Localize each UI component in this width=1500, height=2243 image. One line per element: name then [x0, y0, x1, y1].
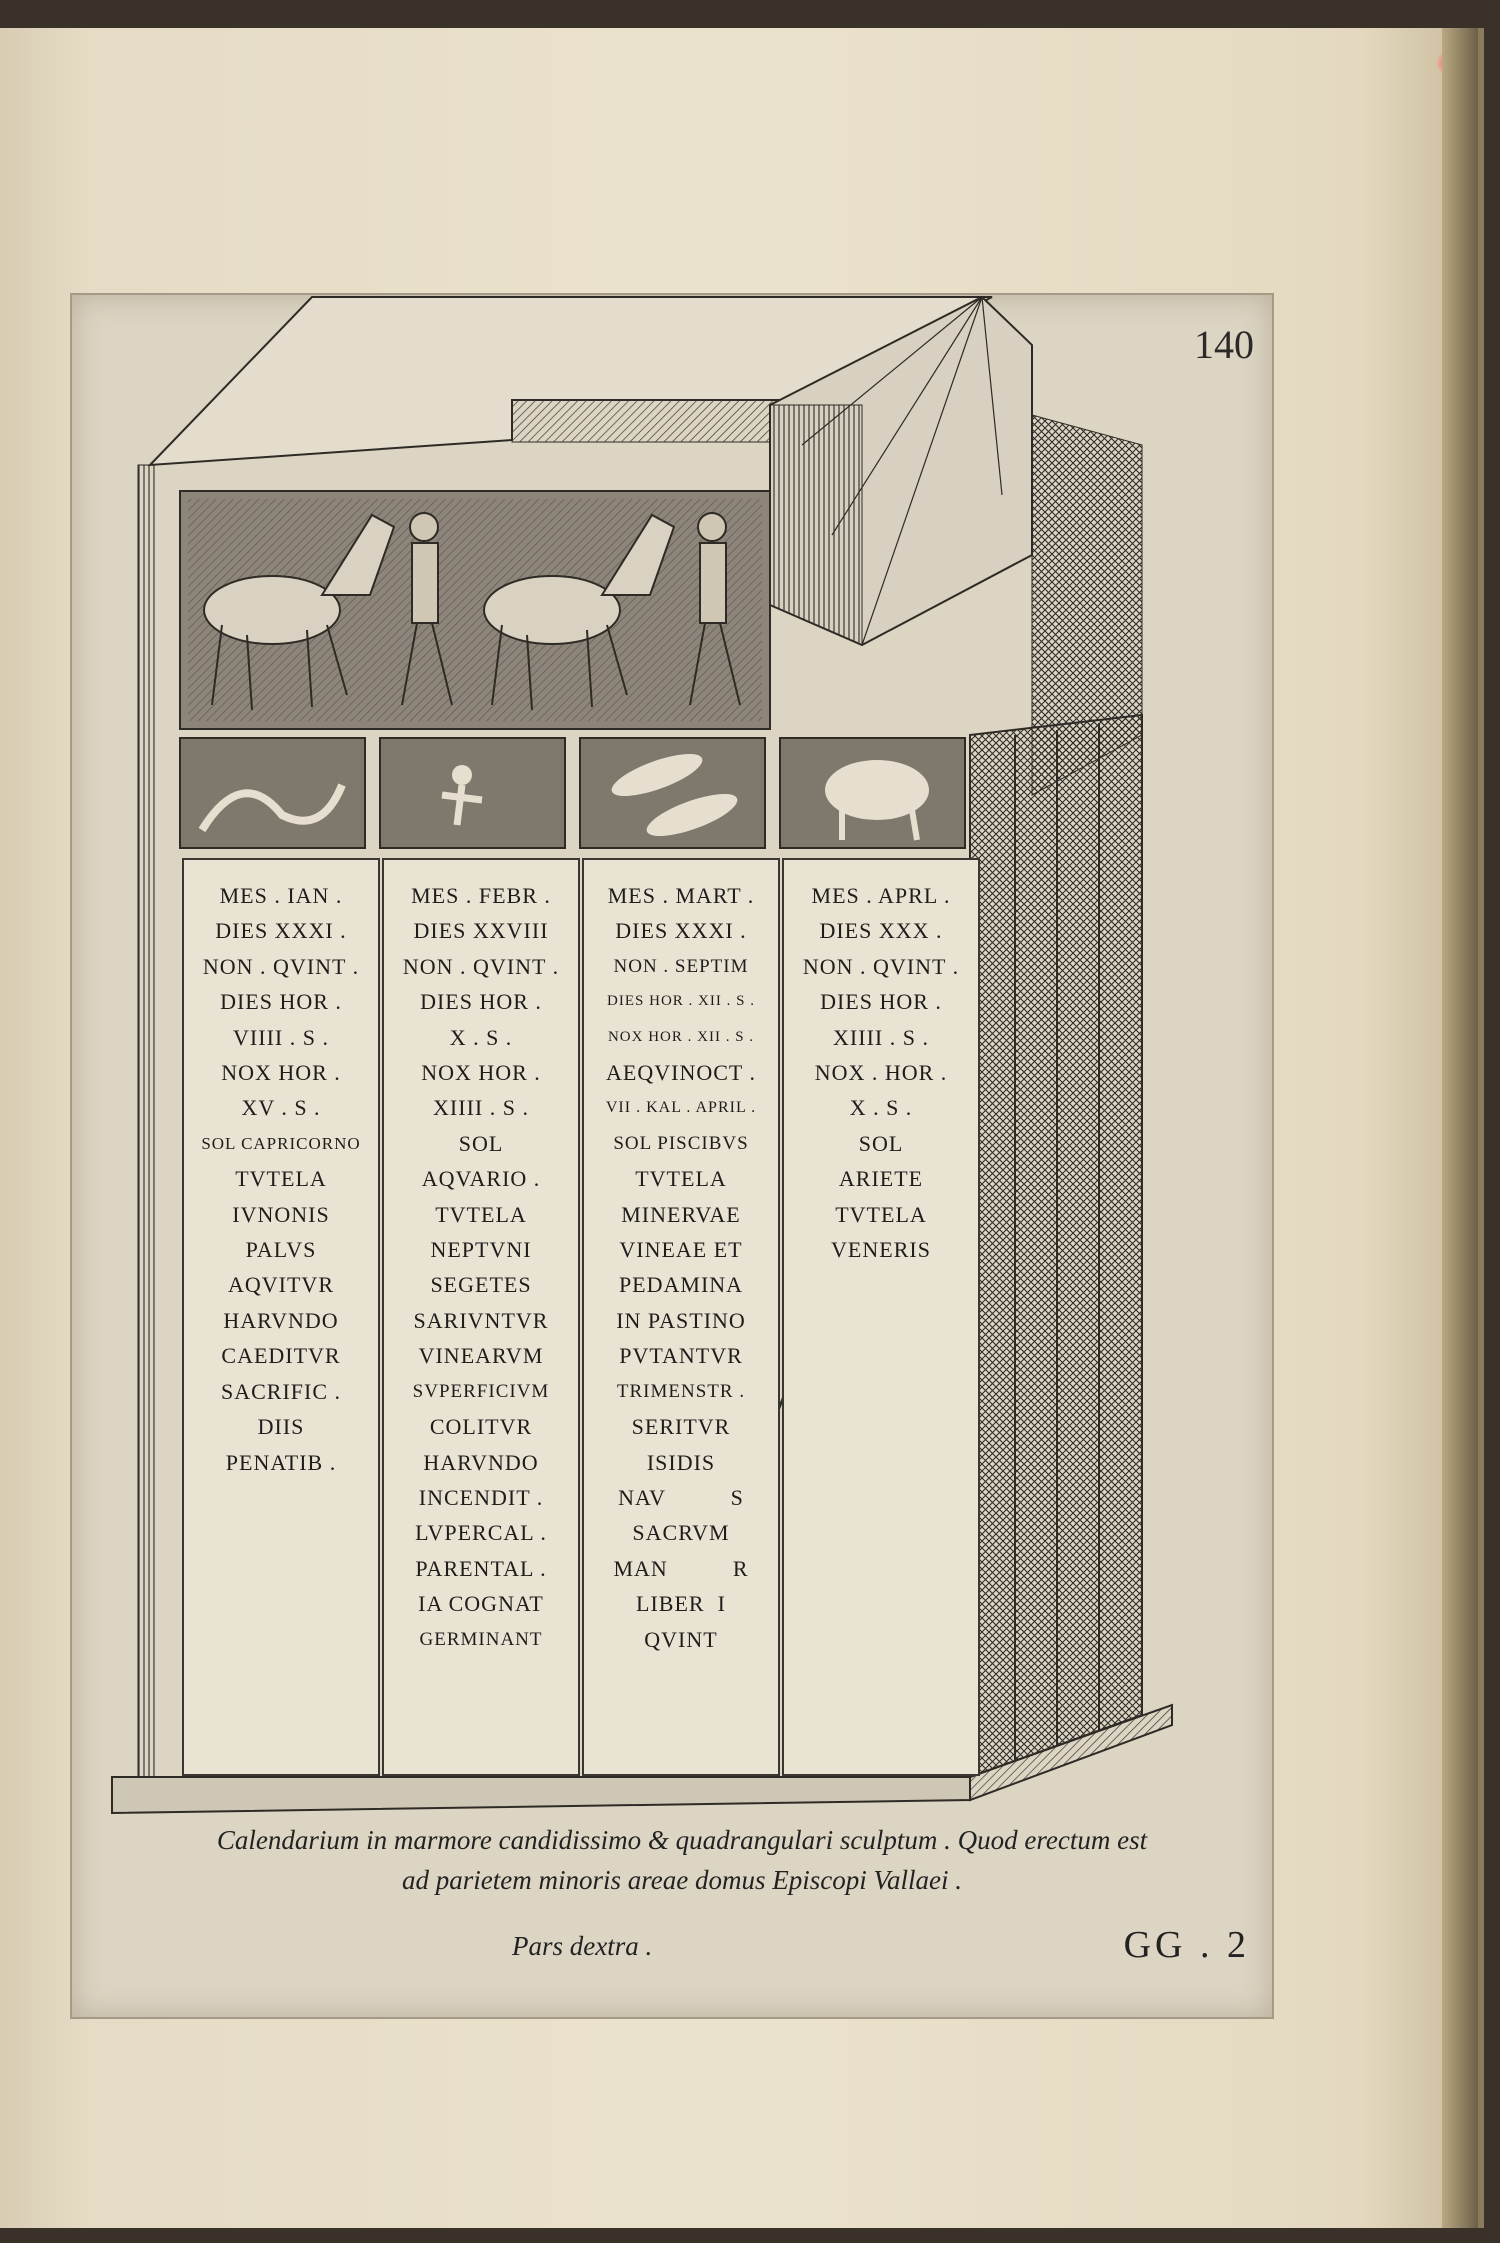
col-line: AQVITVR [228, 1272, 334, 1298]
col-line: TVTELA [635, 1166, 727, 1192]
col-line: MES . FEBR . [411, 883, 551, 908]
col-line: XIIII . S . [433, 1095, 529, 1121]
calendar-column-april [782, 858, 980, 1776]
col-line: SOL [458, 1130, 504, 1156]
col-line: IN PASTINO [616, 1307, 746, 1333]
col-line: X . S . [849, 1095, 913, 1121]
col-line: COLITVR [429, 1414, 533, 1440]
col-line: TVTELA [435, 1201, 527, 1227]
col-line: DIES XXVIII [413, 918, 549, 944]
col-line: NEPTVNI [430, 1237, 532, 1263]
calendar-column-january [182, 858, 380, 1776]
zodiac-panels [180, 738, 965, 848]
col-line: NON . QVINT . [802, 953, 960, 979]
col-line: IA COGNAT [418, 1591, 544, 1617]
col-line: NON . QVINT . [202, 953, 360, 979]
book-gutter [1442, 28, 1478, 2228]
col-line: GERMINANT [419, 1628, 543, 1650]
col-line: MES . APRL . [811, 883, 951, 908]
col-line: MINERVAE [621, 1201, 741, 1227]
col-line: SOL CAPRICORNO [201, 1133, 361, 1153]
col-line: AEQVINOCT . [606, 1060, 756, 1086]
col-line: SEGETES [430, 1272, 532, 1298]
col-line: ISIDIS [646, 1449, 716, 1475]
monument-left-edge [138, 465, 154, 1777]
col-line: SERITVR [631, 1414, 731, 1440]
book-page [0, 28, 1484, 2228]
col-line: DIES XXXI . [615, 918, 747, 944]
col-line: HARVNDO [423, 1449, 539, 1475]
col-line: VII . KAL . APRIL . [605, 1099, 757, 1117]
col-line: XIIII . S . [833, 1024, 929, 1050]
col-line: LVPERCAL . [415, 1520, 547, 1546]
col-line: QVINT [644, 1626, 718, 1652]
col-line: DIES HOR . [220, 989, 342, 1015]
col-line: PEDAMINA [618, 1272, 744, 1298]
col-line: PALVS [245, 1237, 317, 1263]
caption-line-2: ad parietem minoris areae domus Episcopi Vallaei . [402, 1865, 962, 1895]
col-line: MES . IAN . [219, 883, 343, 908]
aquarius-panel [380, 738, 565, 848]
col-line: VIIII . S . [233, 1024, 329, 1050]
col-line: VENERIS [831, 1237, 931, 1263]
col-line: AQVARIO . [421, 1166, 541, 1192]
col-line: VINEAE ET [619, 1237, 743, 1263]
col-line: MES . MART . [607, 883, 755, 908]
caption-line-1: Calendarium in marmore candidissimo & quadrangulari sculptum . Quod erectum est [216, 1825, 1148, 1855]
col-line: INCENDIT . [418, 1484, 544, 1510]
col-line: ARIETE [838, 1166, 924, 1192]
col-line: LIBER I [636, 1591, 726, 1617]
calendar-column-february [382, 858, 580, 1776]
col-line: SARIVNTVR [413, 1307, 549, 1333]
page-number: 140 [1194, 322, 1254, 367]
col-line: TVTELA [835, 1201, 927, 1227]
col-line: DIES HOR . [420, 989, 542, 1015]
col-line: SVPERFICIVM [412, 1380, 550, 1402]
top-step [512, 400, 792, 442]
col-line: VINEARVM [418, 1343, 544, 1369]
col-line: MAN R [613, 1555, 749, 1581]
col-line: SACRIFIC . [220, 1378, 342, 1404]
col-line: NOX HOR . [221, 1060, 341, 1086]
engraved-plate [70, 293, 1274, 2019]
signature-mark: GG . 2 [1123, 1924, 1250, 1966]
col-line: DIIS [257, 1414, 305, 1440]
col-line: X . S . [449, 1024, 513, 1050]
col-line: HARVNDO [223, 1307, 339, 1333]
col-line: PENATIB . [225, 1449, 337, 1475]
col-line: PARENTAL . [415, 1555, 547, 1581]
col-line: NON . SEPTIM [613, 955, 749, 977]
calendar-column-march [582, 858, 780, 1776]
col-line: SACRVM [632, 1520, 730, 1546]
col-line: SOL PISCIBVS [613, 1132, 749, 1154]
col-line: DIES HOR . [820, 989, 942, 1015]
col-line: NON . QVINT . [402, 953, 560, 979]
col-line: IVNONIS [232, 1201, 330, 1227]
col-line: NOX HOR . [421, 1060, 541, 1086]
col-line: CAEDITVR [221, 1343, 341, 1369]
col-line: NAV S [618, 1484, 744, 1510]
col-line: NOX HOR . XII . S . [607, 1028, 755, 1045]
col-line: TVTELA [235, 1166, 327, 1192]
col-line: DIES HOR . XII . S . [607, 993, 755, 1010]
col-line: NOX . HOR . [814, 1060, 948, 1086]
monument-base [112, 1777, 970, 1813]
col-line: DIES XXXI . [215, 918, 347, 944]
pars-dextra-label: Pars dextra . [512, 1931, 653, 1961]
col-line: PVTANTVR [619, 1343, 743, 1369]
col-line: XV . S . [241, 1095, 321, 1121]
col-line: TRIMENSTR . [616, 1380, 746, 1402]
col-line: SOL [858, 1130, 904, 1156]
col-line: DIES XXX . [819, 918, 943, 944]
